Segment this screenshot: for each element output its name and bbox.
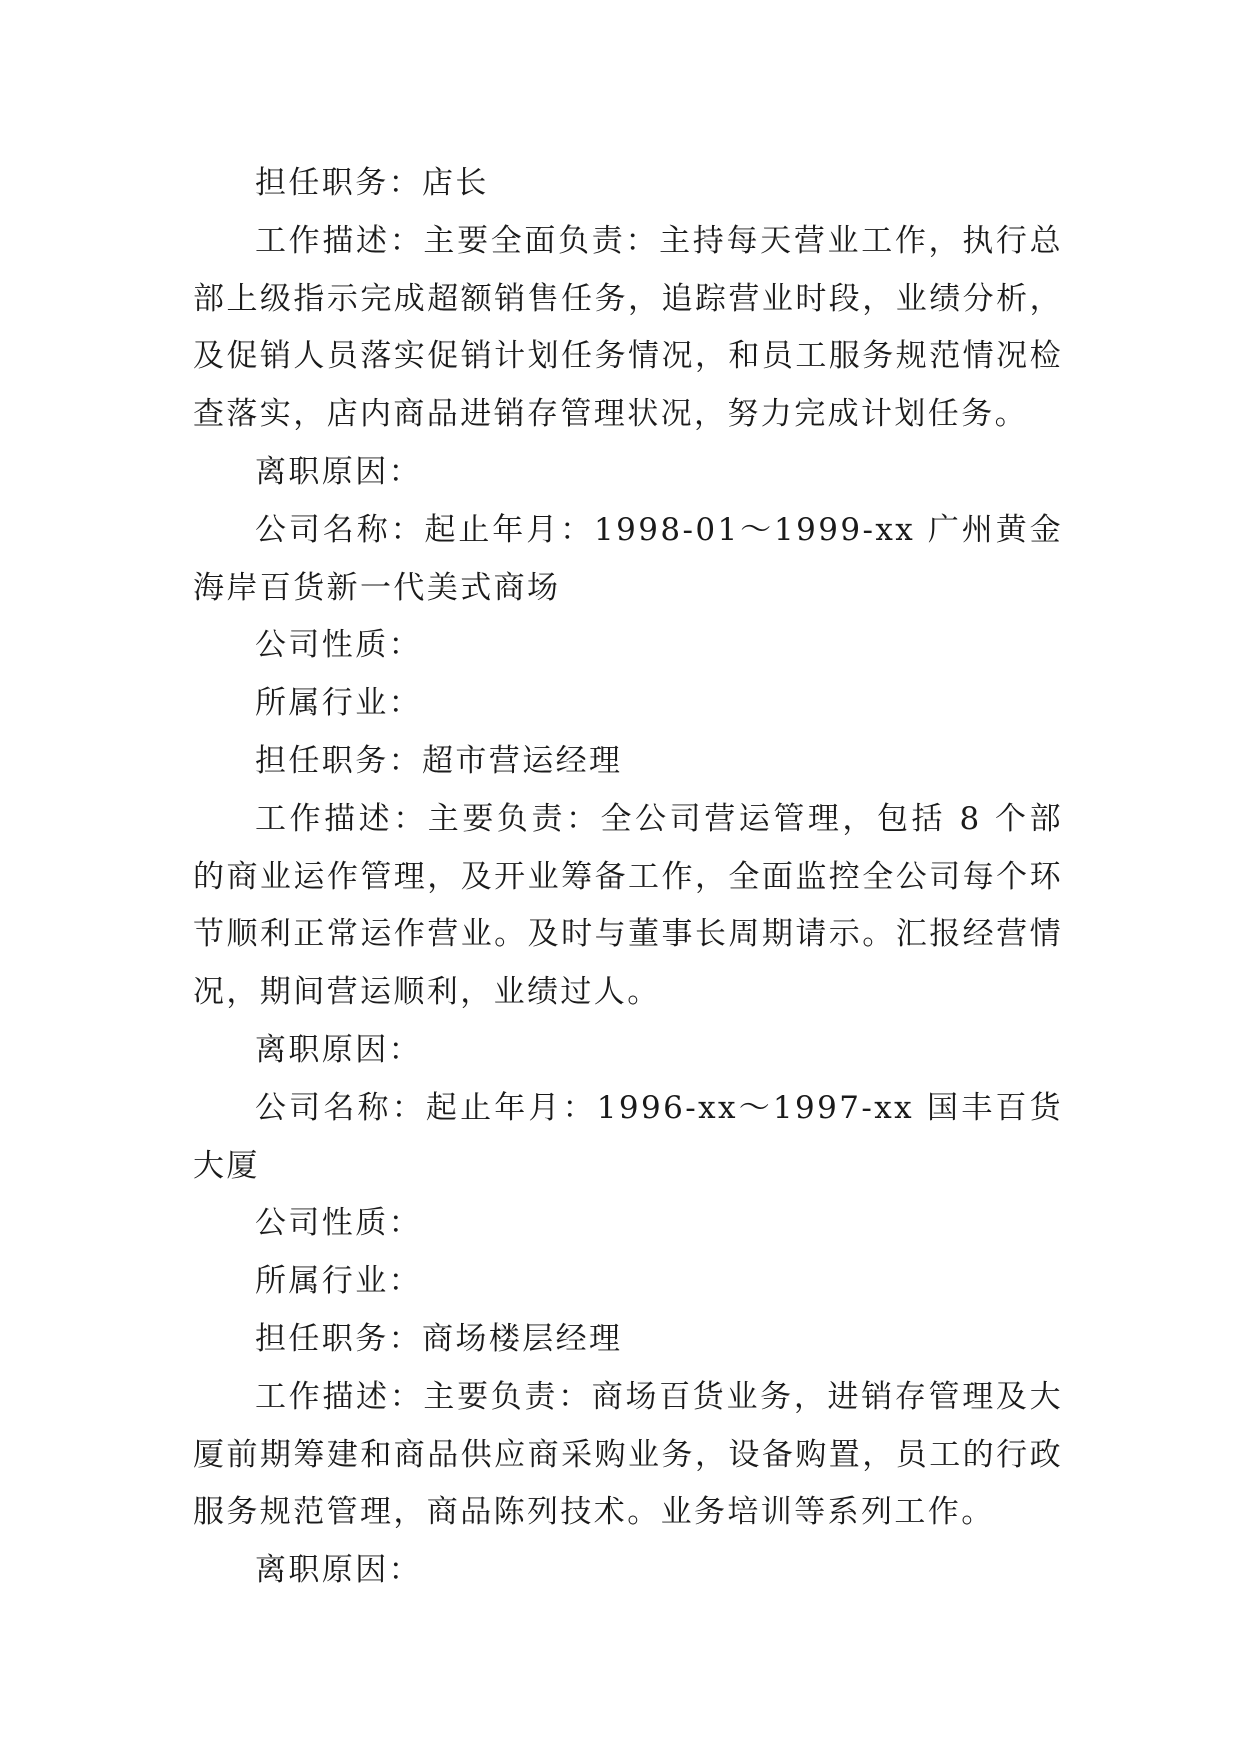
paragraph-industry-2: 所属行业：	[255, 685, 422, 722]
paragraph-industry-3: 所属行业：	[255, 1263, 422, 1300]
paragraph-job-description-3: 工作描述：主要负责：商场百货业务，进销存管理及大厦前期筹建和商品供应商采购业务，设备购置，员工的行政服务规范管理，商品陈列技术。业务培训等系列工作。	[193, 1378, 1063, 1531]
paragraph-position-3: 担任职务：商场楼层经理	[255, 1320, 623, 1357]
document-body	[193, 155, 1063, 1600]
paragraph-company-nature-2: 公司性质：	[255, 627, 422, 664]
paragraph-position-1: 担任职务：店长	[255, 165, 489, 201]
paragraph-company-2: 公司名称：起止年月：1998-01～1999-xx 广州黄金海岸百货新一代美式商场	[193, 511, 1063, 606]
paragraph-leave-reason-3: 离职原因：	[255, 1552, 422, 1589]
paragraph-job-description-1: 工作描述：主要全面负责：主持每天营业工作，执行总部上级指示完成超额销售任务，追踪营业时段，业绩分析，及促销人员落实促销计划任务情况，和员工服务规范情况检查落实，店内商品进销存管理状况，努力完成计划任务。	[193, 222, 1063, 433]
paragraph-company-3: 公司名称：起止年月：1996-xx～1997-xx 国丰百货大厦	[193, 1089, 1063, 1184]
paragraph-leave-reason-2: 离职原因：	[255, 1031, 422, 1068]
paragraph-leave-reason-1: 离职原因：	[255, 453, 422, 490]
paragraph-position-2: 担任职务：超市营运经理	[255, 742, 623, 779]
paragraph-company-nature-3: 公司性质：	[255, 1205, 422, 1242]
paragraph-job-description-2: 工作描述：主要负责：全公司营运管理，包括 8 个部的商业运作管理，及开业筹备工作，全面监控全公司每个环节顺利正常运作营业。及时与董事长周期请示。汇报经营情况，期间营运顺利，业绩过人。	[193, 800, 1063, 1011]
